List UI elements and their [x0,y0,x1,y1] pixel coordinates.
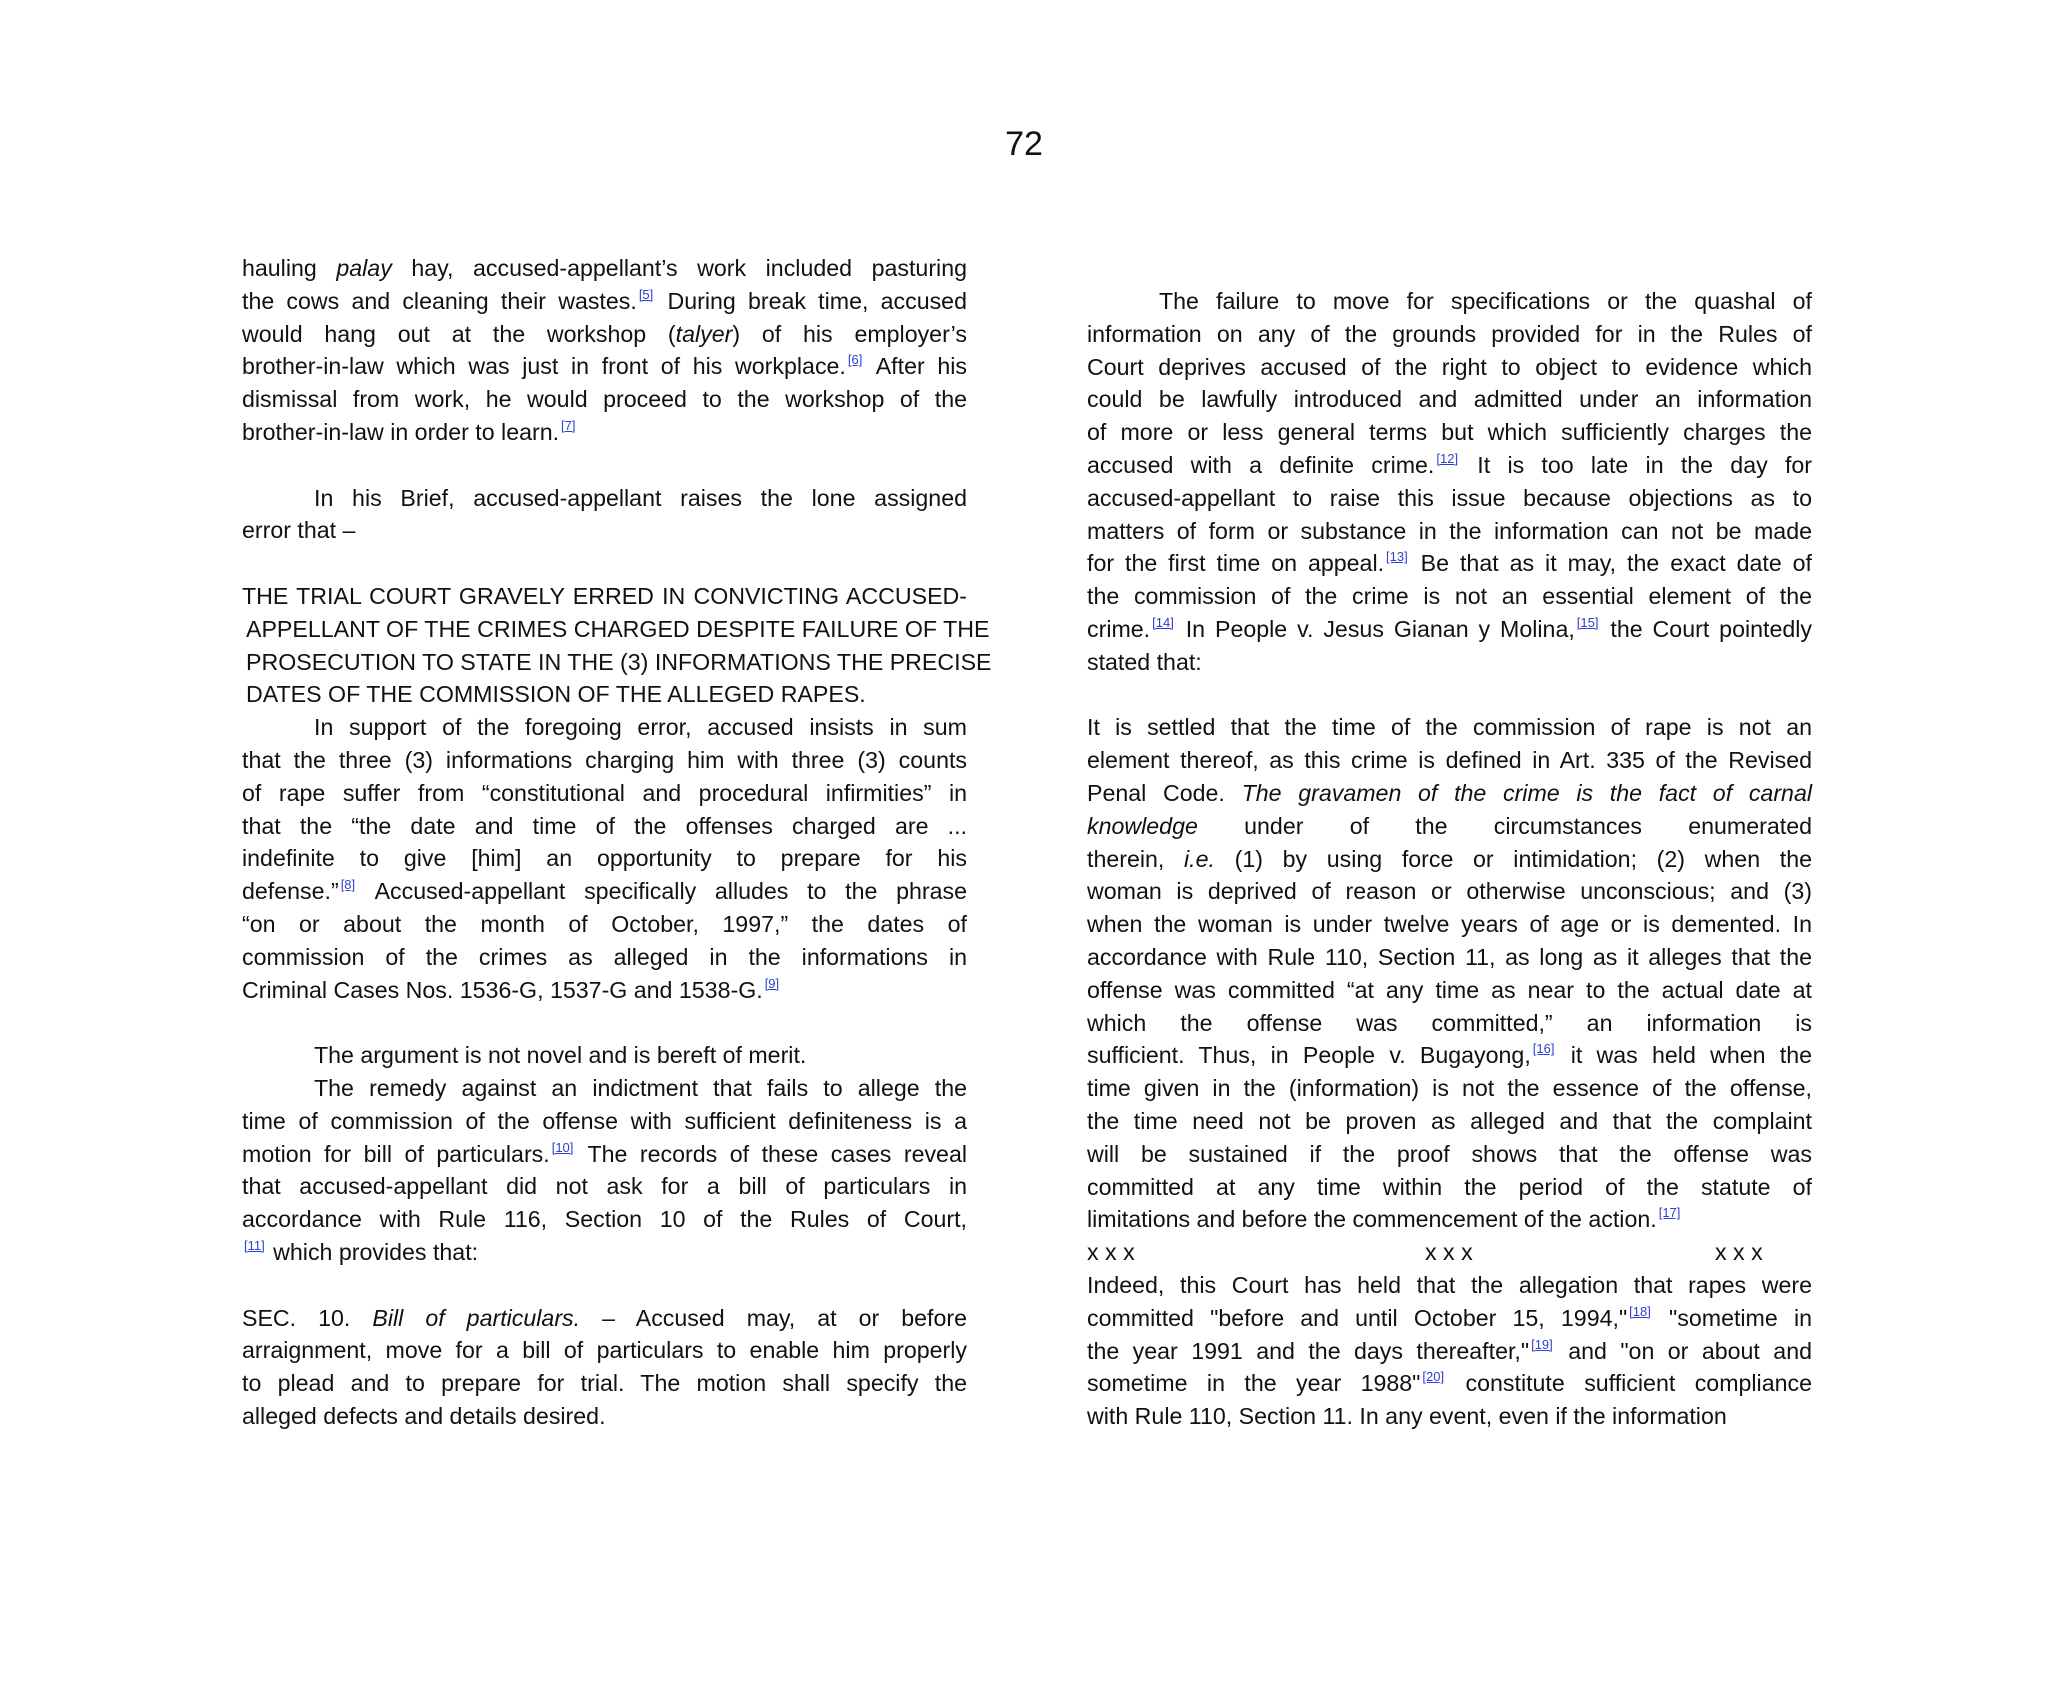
text-run: THE TRIAL COURT GRAVELY ERRED IN CONVICTING ACCUSED- [242,582,967,609]
text-run: it was held when the [1556,1042,1813,1069]
text-run: stated that: [1087,648,1202,675]
text-line [1087,646,1812,679]
footnote-link[interactable]: [9] [764,975,780,991]
text-run: After his [864,353,967,380]
text-run: In support of the foregoing error, accused insists in sum [314,714,967,741]
footnote-link[interactable]: [16] [1532,1041,1555,1057]
text-run: Criminal Cases Nos. 1536-G, 1537-G and 1538-G. [242,976,763,1003]
text-run: indefinite to give [him] an opportunity to prepare for his [242,845,967,872]
text-line [1087,482,1812,515]
text-run: element thereof, as this crime is defined in Art. 335 of the Revised [1087,747,1812,774]
footnote-link[interactable]: [15] [1576,614,1599,630]
footnote-link[interactable]: [20] [1422,1369,1445,1385]
text-run: constitute sufficient compliance [1446,1370,1812,1397]
text-line [242,777,967,810]
text-run: accordance with Rule 110, Section 11, as long as it alleges that the [1087,943,1812,970]
assigned-error [242,580,992,711]
quoted-ruling-continued [1087,1269,1812,1433]
text-run: sometime in the year 1988" [1087,1370,1421,1397]
text-line [1087,1105,1812,1138]
quoted-ruling [1087,711,1812,1236]
text-run: which provides that: [266,1238,479,1265]
text-line [1087,1171,1812,1204]
text-line [242,646,992,679]
text-line [1087,1072,1812,1105]
footnote-link[interactable]: [10] [551,1139,574,1155]
text-run: hay, accused-appellant’s work included pasturing [391,255,967,281]
text-line [1087,1302,1812,1335]
paragraph-spacer [242,547,967,580]
italic-text: palay [336,255,392,281]
paragraph [1087,285,1812,679]
paragraph [242,1039,967,1072]
text-run: accused with a definite crime. [1087,451,1435,478]
text-line [242,1302,967,1335]
text-run: woman is deprived of reason or otherwise unconscious; and (3) [1087,878,1812,905]
paragraph-spacer [1087,679,1812,712]
italic-text: i.e. [1184,845,1215,872]
ellipsis-mark: x x x [1715,1239,1763,1266]
text-line [1087,1138,1812,1171]
text-line [242,711,967,744]
text-run: to plead and to prepare for trial. The motion shall specify the [242,1370,967,1397]
text-line [242,318,967,351]
footnote-link[interactable]: [8] [340,877,356,893]
text-line [1087,613,1812,646]
paragraph-spacer [242,1006,967,1039]
text-line [242,514,967,547]
text-line [242,1236,967,1269]
paragraph-spacer [242,449,967,482]
text-line [242,1105,967,1138]
text-line [242,678,967,711]
text-run: brother-in-law which was just in front of his workplace. [242,353,846,380]
text-run: accused-appellant to raise this issue because objections as to [1087,484,1812,511]
text-line [242,1039,967,1072]
text-line [242,875,967,908]
text-run: – Accused may, at or before [580,1304,967,1331]
text-run: In his Brief, accused-appellant raises the lone assigned [314,484,967,511]
text-run: ) of his employer’s [732,320,967,347]
text-line [1087,515,1812,548]
text-run: matters of form or substance in the information can not be made [1087,517,1812,544]
text-run: hauling [242,255,337,281]
text-run: defense.” [242,878,339,905]
text-run: (1) by using force or intimidation; (2) when the [1214,845,1812,872]
text-run: when the woman is under twelve years of age or is demented. In [1087,911,1812,938]
text-run: In People v. Jesus Gianan y Molina, [1175,615,1575,642]
text-line [1087,843,1812,876]
text-run: alleged defects and details desired. [242,1402,606,1429]
text-line [242,1203,967,1236]
text-run: of more or less general terms but which sufficiently charges the [1087,419,1812,446]
text-run: information on any of the grounds provided for in the Rules of [1087,320,1812,347]
text-run: SEC. 10. [242,1304,373,1331]
text-line [1087,974,1812,1007]
paragraph [242,252,967,449]
text-run: The failure to move for specifications or the quashal of [1159,288,1812,314]
text-run: Penal Code. [1087,779,1242,806]
text-line [242,350,967,383]
footnote-link[interactable]: [18] [1629,1303,1651,1319]
text-line [242,810,967,843]
text-line [1087,318,1812,351]
footnote-link[interactable]: [12] [1436,450,1459,466]
text-run: The argument is not novel and is bereft of merit. [314,1042,807,1069]
text-run: limitations and before the commencement of the action. [1087,1206,1657,1233]
text-run: time of commission of the offense with sufficient definiteness is a [242,1107,967,1134]
footnote-link[interactable]: [17] [1658,1205,1681,1221]
text-line [1087,777,1812,810]
paragraph [242,711,967,1006]
text-run: the Court pointedly [1600,615,1812,642]
text-line [242,744,967,777]
italic-text: talyer [675,320,733,347]
text-run: accordance with Rule 116, Section 10 of the Rules of Court, [242,1206,967,1233]
text-line [242,285,967,318]
text-run: that accused-appellant did not ask for a bill of particulars in [242,1173,967,1200]
text-run: error that – [242,517,356,544]
text-run: brother-in-law in order to learn. [242,418,560,445]
text-run: will be sustained if the proof shows that the offense was [1087,1140,1812,1167]
text-line [1087,383,1812,416]
text-run: therein, [1087,845,1184,872]
text-line [242,941,967,974]
text-line [242,482,967,515]
text-run: which the offense was committed,” an information is [1087,1009,1812,1036]
text-run: crime. [1087,615,1151,642]
text-run: the time need not be proven as alleged and that the complaint [1087,1107,1812,1134]
paragraph-spacer [242,1269,967,1302]
text-run: The remedy against an indictment that fails to allege the [314,1074,967,1101]
text-line [242,1138,967,1171]
text-line [1087,416,1812,449]
paragraph [242,482,967,548]
text-line [242,613,990,646]
text-run: that the three (3) informations charging him with three (3) counts [242,746,967,773]
text-run: offense was committed “at any time as near to the actual date at [1087,976,1812,1003]
text-run: motion for bill of particulars. [242,1140,550,1167]
text-run: APPELLANT OF THE CRIMES CHARGED DESPITE FAILURE OF THE [246,615,990,642]
text-line [1087,1007,1812,1040]
text-run: the cows and cleaning their wastes. [242,287,637,314]
text-run: The records of these cases reveal [575,1140,968,1167]
left-column [242,252,992,1433]
text-run: committed at any time within the period of the statute of [1087,1173,1812,1200]
text-line [242,383,967,416]
text-line [1087,285,1812,318]
footnote-link[interactable]: [6] [847,352,863,368]
italic-text: The gravamen of the crime is the fact of carnal [1241,779,1812,806]
text-run: Indeed, this Court has held that the allegation that rapes were [1087,1271,1812,1298]
text-line [1087,908,1812,941]
text-run: under of the circumstances enumerated [1197,812,1812,839]
right-column [1087,285,1812,1433]
text-run: “on or about the month of October, 1997,” the dates of [242,910,967,937]
text-run: Accused-appellant specifically alludes to the phrase [357,878,967,905]
text-line [1087,744,1812,777]
text-run: dismissal from work, he would proceed to the workshop of the [242,386,967,413]
text-run: It is settled that the time of the commission of rape is not an [1087,714,1812,741]
text-line [1087,580,1812,613]
text-line [1087,941,1812,974]
text-line [1087,1367,1812,1400]
footnote-link[interactable]: [5] [638,286,654,302]
page-number: 72 [1005,125,1043,163]
text-run: for the first time on appeal. [1087,550,1385,577]
text-line [1087,1203,1812,1236]
paragraph [242,1072,967,1269]
text-run: of rape suffer from “constitutional and procedural infirmities” in [242,779,967,806]
text-run: would hang out at the workshop ( [242,320,676,347]
text-run: committed "before and until October 15, 1994," [1087,1304,1628,1331]
text-line [242,1072,967,1105]
text-line [1087,547,1812,580]
text-run: and "on or about and [1554,1337,1812,1364]
text-line [242,974,967,1007]
text-run: could be lawfully introduced and admitted under an information [1087,386,1812,413]
text-line [242,416,967,449]
text-line [242,1170,967,1203]
text-run: DATES OF THE COMMISSION OF THE ALLEGED RAPES. [246,681,866,708]
text-line [1087,449,1812,482]
italic-text: Bill of particulars. [372,1304,581,1331]
footnote-link[interactable]: [19] [1531,1336,1553,1352]
quoted-rule [242,1302,967,1433]
footnote-link[interactable]: [7] [561,417,576,433]
text-line [242,908,967,941]
text-run: Court deprives accused of the right to object to evidence which [1087,353,1812,380]
text-run: time given in the (information) is not the essence of the offense, [1087,1075,1812,1102]
ellipsis-mark: x x x [1087,1239,1135,1266]
text-run: with Rule 110, Section 11. In any event, even if the information [1087,1403,1727,1430]
text-run: sufficient. Thus, in People v. Bugayong, [1087,1042,1531,1069]
text-run: Be that as it may, the exact date of [1409,550,1813,577]
italic-text: knowledge [1087,812,1198,839]
text-line [242,1400,967,1433]
text-run: the year 1991 and the days thereafter," [1087,1337,1530,1364]
ellipsis-row [1087,1236,1812,1269]
footnote-link[interactable]: [14] [1152,614,1174,630]
text-run: commission of the crimes as alleged in the informations in [242,943,967,970]
text-line [1087,1335,1812,1368]
text-line [1087,351,1812,384]
text-line [242,1334,967,1367]
text-line [1087,1269,1812,1302]
ellipsis-mark: x x x [1425,1239,1473,1266]
footnote-link[interactable]: [11] [244,1237,265,1253]
text-line [1087,711,1812,744]
text-run: It is too late in the day for [1460,451,1813,478]
text-line [242,252,967,285]
text-run: arraignment, move for a bill of particulars to enable him properly [242,1337,967,1364]
text-run: "sometime in [1652,1304,1812,1331]
text-run: the commission of the crime is not an essential element of the [1087,583,1812,610]
text-line [1087,1039,1812,1072]
text-line [1087,875,1812,908]
text-run: that the “the date and time of the offenses charged are ... [242,812,967,839]
text-run: PROSECUTION TO STATE IN THE (3) INFORMATIONS THE PRECISE [246,648,992,675]
text-line [242,1367,967,1400]
footnote-link[interactable]: [13] [1386,549,1408,565]
text-run: During break time, accused [655,287,967,314]
text-line [242,580,967,613]
text-line [1087,1400,1812,1433]
text-line [1087,810,1812,843]
text-line [242,842,967,875]
